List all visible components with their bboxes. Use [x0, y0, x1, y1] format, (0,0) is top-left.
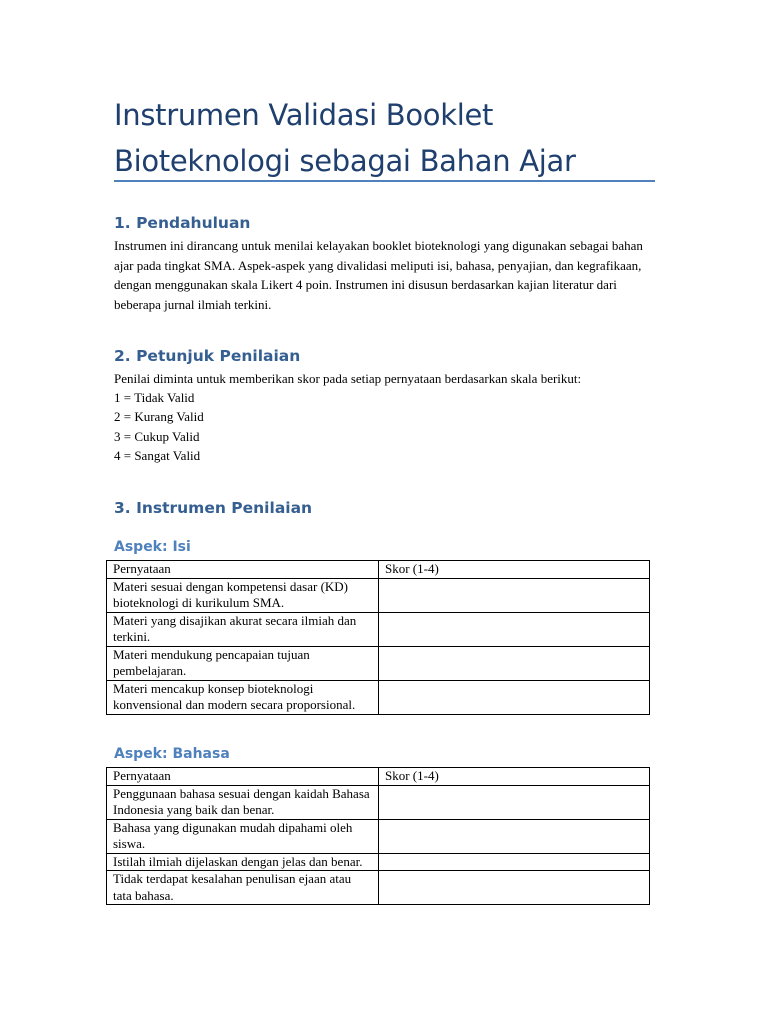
table-row — [107, 853, 650, 871]
score-cell[interactable] — [379, 578, 650, 612]
intro-paragraph: Instrumen ini dirancang untuk menilai kelayakan booklet bioteknologi yang digunakan sebagai bahan ajar pada tingkat SMA. Aspek-aspek yang divalidasi meliputi isi, bahasa, penyajian, dan kegrafikaan, dengan menggunakan skala Likert 4 poin. Instrumen ini disusun berdasarkan kajian literatur dari beberapa jurnal ilmiah terkini. — [114, 238, 643, 312]
score-cell[interactable] — [379, 612, 650, 646]
statement-cell: Materi yang disajikan akurat secara ilmiah dan terkini. — [107, 612, 379, 646]
table-header-row — [107, 561, 650, 579]
aspect-heading-bahasa: Aspek: Bahasa — [114, 746, 230, 762]
table-row — [107, 680, 650, 714]
score-cell[interactable] — [379, 680, 650, 714]
scale-list — [114, 388, 664, 465]
aspect-table-isi — [106, 560, 650, 715]
statement-cell: Bahasa yang digunakan mudah dipahami oleh siswa. — [107, 819, 379, 853]
statement-cell: Tidak terdapat kesalahan penulisan ejaan atau tata bahasa. — [107, 871, 379, 905]
table-row — [107, 785, 650, 819]
document-title: Instrumen Validasi Booklet Bioteknologi sebagai Bahan Ajar — [114, 98, 576, 178]
statement-cell: Materi mendukung pencapaian tujuan pembelajaran. — [107, 646, 379, 680]
section-heading-pendahuluan: 1. Pendahuluan — [114, 214, 251, 232]
aspect-heading-isi: Aspek: Isi — [114, 539, 191, 555]
scale-item: 3 = Cukup Valid — [114, 428, 200, 444]
scale-item: 1 = Tidak Valid — [114, 390, 195, 405]
column-header-statement: Pernyataan — [107, 768, 379, 786]
title-underline-rule — [114, 180, 655, 182]
guide-paragraph: Penilai diminta untuk memberikan skor pada setiap pernyataan berdasarkan skala berikut: — [114, 371, 582, 386]
table-header-row — [107, 768, 650, 786]
score-cell[interactable] — [379, 785, 650, 819]
statement-cell: Penggunaan bahasa sesuai dengan kaidah Bahasa Indonesia yang baik dan benar. — [107, 785, 379, 819]
table-row — [107, 612, 650, 646]
statement-cell: Istilah ilmiah dijelaskan dengan jelas dan benar. — [107, 853, 379, 871]
table-row — [107, 578, 650, 612]
column-header-score: Skor (1-4) — [379, 561, 650, 579]
table-row — [107, 646, 650, 680]
aspect-table-bahasa — [106, 767, 650, 905]
score-cell[interactable] — [379, 819, 650, 853]
column-header-score: Skor (1-4) — [379, 768, 650, 786]
scale-item: 2 = Kurang Valid — [114, 409, 204, 425]
section-heading-petunjuk: 2. Petunjuk Penilaian — [114, 347, 301, 365]
table-row — [107, 871, 650, 905]
table-row — [107, 819, 650, 853]
score-cell[interactable] — [379, 646, 650, 680]
column-header-statement: Pernyataan — [107, 561, 379, 579]
scale-item: 4 = Sangat Valid — [114, 447, 201, 463]
section-heading-instrumen: 3. Instrumen Penilaian — [114, 499, 313, 517]
statement-cell: Materi sesuai dengan kompetensi dasar (KD) bioteknologi di kurikulum SMA. — [107, 578, 379, 612]
score-cell[interactable] — [379, 871, 650, 905]
score-cell[interactable] — [379, 853, 650, 871]
statement-cell: Materi mencakup konsep bioteknologi konvensional dan modern secara proporsional. — [107, 680, 379, 714]
